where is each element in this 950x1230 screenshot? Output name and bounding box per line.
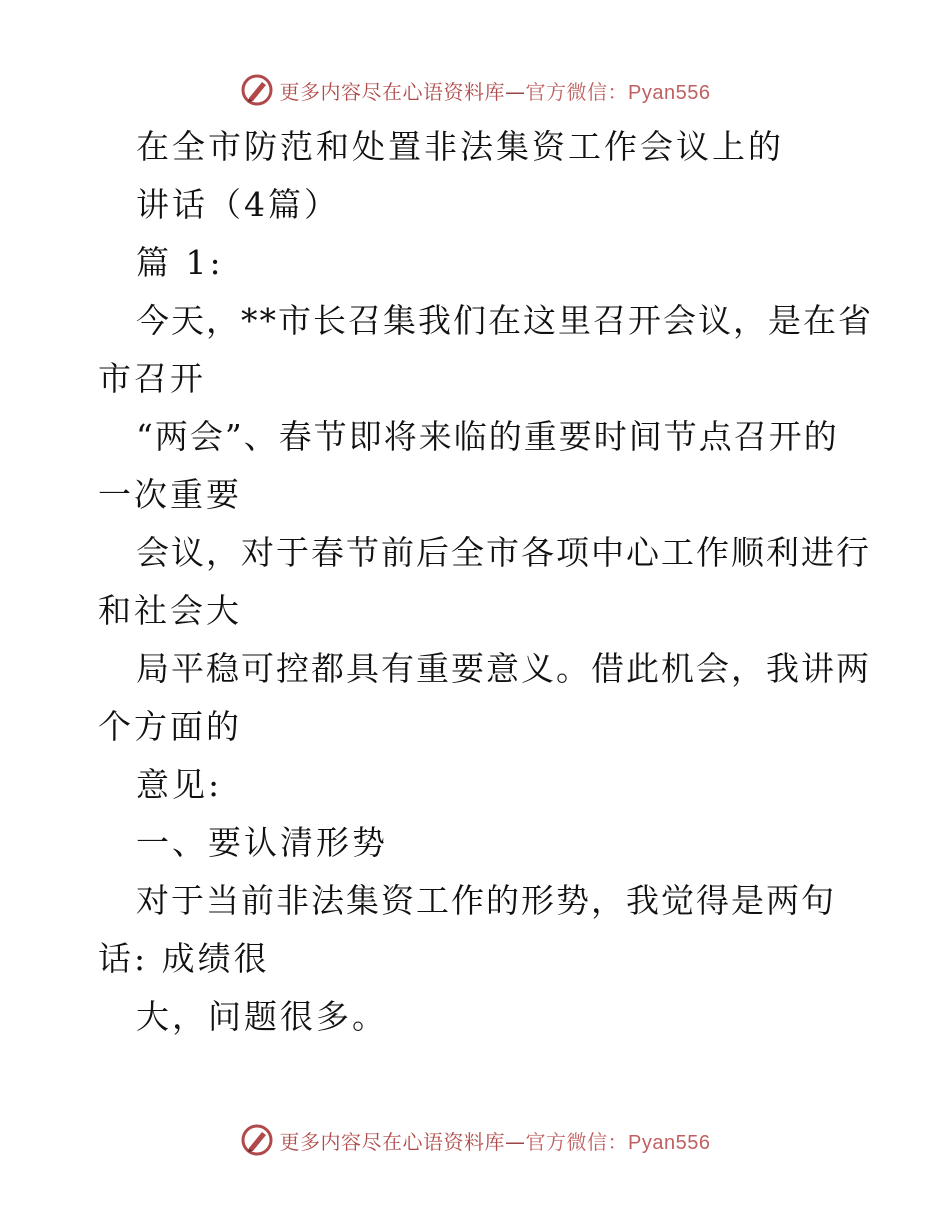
paragraph-line: 大，问题很多。	[136, 997, 388, 1036]
footer-banner	[0, 1120, 950, 1160]
paragraph-line: 局平稳可控都具有重要意义。借此机会，我讲两	[136, 649, 871, 688]
footer-banner-separator: —	[505, 1129, 526, 1154]
paragraph-line: 一次重要	[98, 475, 242, 514]
footer-banner-contact: 官方微信：Pyan556	[525, 1131, 711, 1154]
document-body	[98, 118, 873, 1046]
section-heading: 一、要认清形势	[136, 823, 388, 862]
header-banner-separator: —	[505, 79, 526, 104]
paragraph-line: 意见:	[136, 765, 223, 804]
header-banner-title: 更多内容尽在心语资料库	[279, 79, 506, 104]
header-banner	[0, 70, 950, 110]
pen-logo-icon	[240, 73, 274, 107]
footer-banner-text	[280, 1126, 711, 1155]
pen-logo-icon	[240, 1123, 274, 1157]
doc-title-line-1: 在全市防范和处置非法集资工作会议上的	[136, 127, 784, 166]
paragraph-line: 个方面的	[98, 707, 242, 746]
paragraph-line: 和社会大	[98, 591, 242, 630]
header-banner-contact: 官方微信：Pyan556	[525, 81, 711, 104]
paragraph-line: 市召开	[98, 359, 206, 398]
paragraph-line: 对于当前非法集资工作的形势，我觉得是两句	[136, 881, 836, 920]
doc-title-line-2: 讲话（4篇）	[136, 185, 340, 224]
header-banner-text	[280, 76, 711, 105]
paragraph-line: “两会”、春节即将来临的重要时间节点召开的	[136, 417, 839, 456]
footer-banner-title: 更多内容尽在心语资料库	[279, 1129, 506, 1154]
paragraph-line: 今天，**市长召集我们在这里召开会议，是在省	[136, 301, 873, 340]
paragraph-line: 话: 成绩很	[98, 939, 270, 978]
doc-section-label: 篇 1:	[136, 243, 224, 282]
paragraph-line: 会议，对于春节前后全市各项中心工作顺利进行	[136, 533, 871, 572]
